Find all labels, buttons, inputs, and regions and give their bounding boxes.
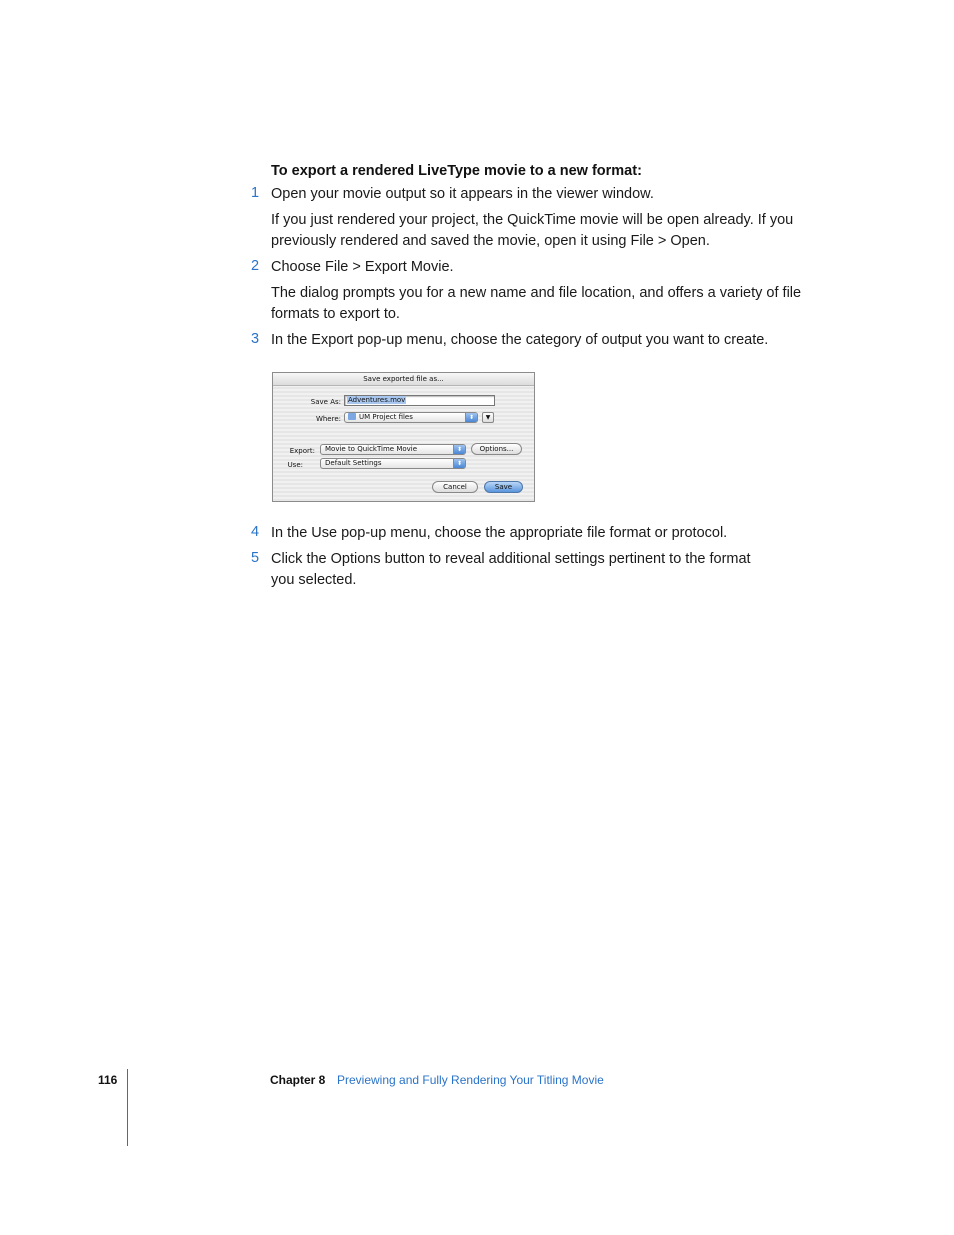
triangle-down-icon: ▼ (485, 414, 491, 421)
folder-icon (348, 413, 356, 420)
step-number: 5 (251, 550, 260, 566)
where-value: UM Project files (359, 413, 413, 421)
step-number: 2 (251, 258, 260, 274)
popup-arrows-icon: ⬍ (453, 445, 465, 454)
popup-arrows-icon: ⬍ (465, 413, 477, 422)
use-value: Default Settings (325, 459, 382, 467)
save-button[interactable]: Save (484, 481, 523, 493)
export-dialog-screenshot (272, 372, 535, 502)
save-as-field[interactable] (344, 395, 495, 406)
popup-arrows-icon: ⬍ (453, 459, 465, 468)
export-value: Movie to QuickTime Movie (325, 445, 418, 453)
step-text: Choose File > Export Movie. (271, 259, 454, 275)
save-as-value: Adventures.mov (348, 396, 406, 404)
step-number: 3 (251, 331, 260, 347)
use-popup[interactable] (320, 458, 466, 469)
expand-disclosure-button[interactable] (482, 412, 494, 423)
page-number: 116 (98, 1073, 118, 1087)
cancel-button[interactable]: Cancel (432, 481, 478, 493)
step-number: 4 (251, 524, 260, 540)
step-number: 1 (251, 185, 260, 201)
use-label: Use: (287, 461, 303, 469)
step-text: In the Export pop-up menu, choose the category of output you want to create. (271, 332, 769, 348)
chapter-title: Previewing and Fully Rendering Your Titling Movie (337, 1073, 604, 1087)
step-text: Click the Options button to reveal additional settings pertinent to the format you selected. (271, 551, 751, 588)
step-note: The dialog prompts you for a new name and file location, and offers a variety of file formats to export to. (271, 285, 802, 322)
where-popup[interactable] (344, 412, 478, 423)
step-text: In the Use pop-up menu, choose the appropriate file format or protocol. (271, 525, 728, 541)
save-as-label: Save As: (310, 398, 341, 406)
dialog-title: Save exported file as... (273, 373, 534, 386)
options-button[interactable]: Options... (471, 443, 522, 455)
export-popup[interactable] (320, 444, 466, 455)
step-text: Open your movie output so it appears in the viewer window. (271, 186, 654, 202)
export-label: Export: (289, 447, 315, 455)
step-note: If you just rendered your project, the QuickTime movie will be open already. If you previously rendered and saved the movie, open it using File > Open. (271, 212, 794, 249)
footer-divider (127, 1069, 128, 1146)
where-label: Where: (315, 415, 341, 423)
section-heading: To export a rendered LiveType movie to a new format: (271, 163, 642, 179)
chapter-label: Chapter 8 (270, 1073, 326, 1087)
